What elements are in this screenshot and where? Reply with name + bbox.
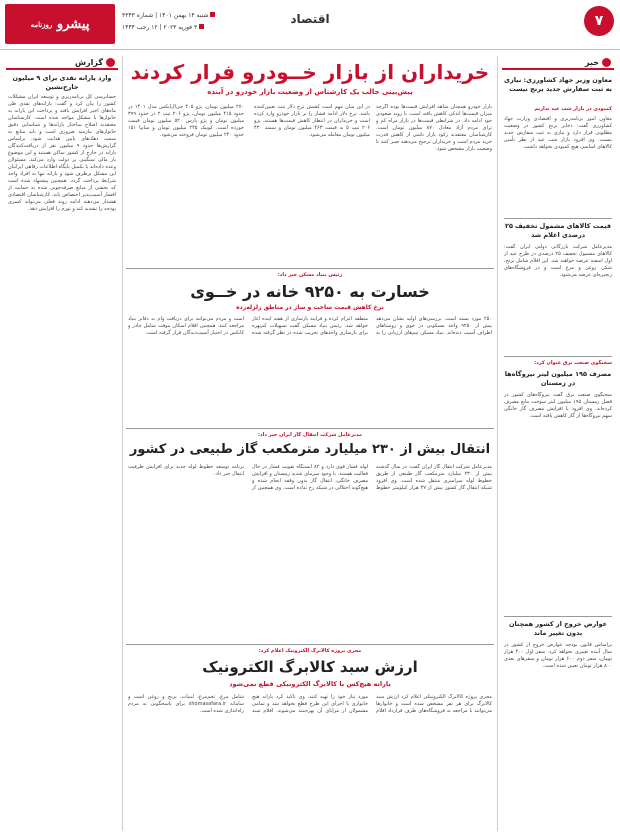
right-item3-body: سخنگوی صنعت برق گفت نیروگاه‌های کشور در فصل زمستان ۱۹۵ میلیون لیتر سوخت مایع مصرف کرده‌اند. وی افزود با افزایش مصرف گاز خانگی سهم نیروگاه‌ها از گاز کاهش یافته است. xyxy=(504,392,612,419)
electronics-byline: مجری پروژه کالابرگ الکترونیک اعلام کرد: xyxy=(258,648,362,654)
date-line-1: شنبه ۱۴ بهمن ۱۴۰۱ | شماره ۳۳۴۳ xyxy=(122,12,215,19)
section-title: اقتصاد xyxy=(290,12,330,26)
report-column-label: گزارش xyxy=(6,56,118,70)
housing-subheadline: نرخ کاهش قیمت ساخت و ساز در مناطق زلزله‌زده xyxy=(236,304,384,311)
right-item3-byline: سخنگوی صنعت برق عنوان کرد: xyxy=(534,360,612,366)
left-body: حسابرسی کل برنامه‌ریزی و توسعه ایران مشکلات کشور را بیان کرد و گفت: یارانه‌های نقدی طی ماه‌های اخیر افزایش یافته و پرداخت این یارانه به خانوارها با مشکل مواجه شده است. کارشناسان معتقدند اصلاح ساختار یارانه‌ها و شناسایی دقیق خانوارهای نیازمند ضروری است و باید منابع به سمت دهک‌های پایین هدایت شود. براساس گزارش‌ها حدود ۹ میلیون نفر از دریافت‌کنندگان یارانه در خارج از کشور ساکن هستند و این موضوع بار مالی سنگینی بر دولت وارد می‌کند. مسئولان وعده داده‌اند با تکمیل پایگاه اطلاعات رفاهی ایرانیان این مشکل برطرف شود و یارانه تنها به افراد واجد شرایط پرداخت گردد. همچنین پیشنهاد شده است که بخشی از منابع صرفه‌جویی شده به حمایت از اقشار آسیب‌پذیر اختصاص یابد. کارشناسان اقتصادی هشدار می‌دهند ادامه روند فعلی می‌تواند کسری بودجه را تشدید کند و تورم را افزایش دهد. xyxy=(8,94,116,212)
right-item3-title: مصرف ۱۹۵ میلیون لیتر نیروگاه‌ها در زمستان xyxy=(504,370,612,387)
right-item2-title: قیمت کالاهای مشمول تخفیف ۲۵ درصدی اعلام شد xyxy=(504,222,611,239)
right-item1-body: معاون امور برنامه‌ریزی و اقتصادی وزارت جهاد کشاورزی گفت: ذخایر برنج کشور در وضعیت مطلوبی قرار دارد و نیازی به ثبت سفارش جدید نیست. وی افزود بازار شب عید از نظر تأمین کالاهای اساسی هیچ کمبودی نخواهد داشت. xyxy=(504,116,612,150)
electronics-body: مجری پروژه کالابرگ الکترونیکی اعلام کرد ارزش سبد کالابرگ برای هر نفر مشخص شده است و خانوارها می‌توانند با مراجعه به فروشگاه‌های طرف قرارداد اقلام مورد نیاز خود را تهیه کنند. وی تأکید کرد یارانه هیچ خانواری با اجرای این طرح قطع نخواهد شد و تمامی مشمولان از مزایای آن بهره‌مند می‌شوند. اقلام سبد شامل مرغ، تخم‌مرغ، لبنیات، برنج و روغن است و سامانه shomasafara.ir برای پاسخگویی به مردم راه‌اندازی شده است. xyxy=(128,694,492,714)
newspaper-logo[interactable] xyxy=(5,4,115,44)
report-icon xyxy=(106,58,115,67)
logo-text: پیشرو xyxy=(56,16,90,32)
masthead xyxy=(0,0,620,50)
left-headline: وارد یارانه نقدی برای ۹ میلیون خارج‌نشین xyxy=(12,74,112,91)
logo-sub: روزنامه xyxy=(30,19,53,29)
housing-byline: رئیس بنیاد مسکن خبر داد: xyxy=(277,272,343,278)
news-column-label: خبر xyxy=(502,56,614,70)
electronics-subheadline: یارانه هیچ‌کس با کالابرگ الکترونیکی قطع نمی‌شود xyxy=(229,680,391,688)
gas-body: مدیرعامل شرکت انتقال گاز ایران گفت: در سال گذشته بیش از ۲۳۰ میلیارد مترمکعب گاز طبیعی از طریق خطوط لوله سراسری منتقل شده است. وی افزود شبکه انتقال گاز کشور بیش از ۳۷ هزار کیلومتر خطوط لوله فشار قوی دارد و ۸۲ ایستگاه تقویت فشار در حال فعالیت هستند. با وجود سرمای شدید زمستان و افزایش مصرف خانگی، انتقال گاز بدون وقفه انجام شده و هیچ‌گونه اختلالی در شبکه رخ نداده است. وی همچنین از برنامه توسعه خطوط لوله جدید برای افزایش ظرفیت انتقال خبر داد. xyxy=(128,464,492,491)
main-body-2: در این میان مهم است کشش نرخ دلار ثبت تعیین‌کننده باشد. نرخ دلار ادامه فشار را بر بازار خودرو وارد کرده است و خریداران در انتظار کاهش قیمت‌ها هستند. پژو ۲۰۶ تیپ ۵ به قیمت ۴۶۳ میلیون تومان و سمند ۴۳۰ میلیون تومان معامله می‌شود. xyxy=(254,104,370,138)
right-item1-title: معاون وزیر جهاد کشاورزی: نیازی به ثبت سفارش جدید برنج نیست xyxy=(504,76,612,93)
main-subheadline: پیش‌بینی جالب یک کارشناس از وضعیت بازار خودرو در آینده xyxy=(207,88,413,96)
right-item1-sub: کمبودی در بازار شب عید نداریم xyxy=(534,106,612,112)
housing-body: ۲۵۰ مورد بسته است. بررسی‌های اولیه نشان می‌دهد بیش از ۹۲۵۰ واحد مسکونی در خوی و روستاهای اطراف آسیب دیده‌اند. بنیاد مسکن تیم‌های ارزیابی را به منطقه اعزام کرده و فرآیند بازسازی از هفته آینده آغاز خواهد شد. رئیس بنیاد مسکن گفت تسهیلات کم‌بهره برای بازسازی واحدهای تخریب شده در نظر گرفته شده است و مردم می‌توانند برای دریافت وام به دفاتر بنیاد مراجعه کنند. همچنین اقلام اسکان موقت شامل چادر و کانکس در اختیار آسیب‌دیدگان قرار گرفته است. xyxy=(128,316,492,336)
page-number-badge: ۷ xyxy=(584,6,614,36)
date-line-2: ۳ فوریه ۲۰۲۳ | ۱۲ رجب ۱۴۴۴ xyxy=(122,24,204,31)
main-body-1: بازار خودرو همچنان شاهد افزایش قیمت‌ها بوده اگرچه میزان قیمت‌ها اندکی کاهش یافته است. با روند صعودی خود ادامه داد. در شرایطی قیمت‌ها در بازار مراه کم و برای مردم آزاد معادل ۸۷۰ میلیون تومان است. کارشناسان معتقدند رکود بازار ناشی از کاهش قدرت خرید مردم است و خریداران ترجیح می‌دهند صبر کنند تا وضعیت بازار مشخص شود. xyxy=(376,104,492,152)
main-body-3: ۲۷۰ میلیون تومان، پژو ۴۰۵ جی‌ال‌ایکس مدل ۱۴۰۱ در حدود ۴۱۵ میلیون تومان، پژو ۲۰۶ تیپ ۲ در حدود ۳۹۹ میلیون تومان و پژو پارس ۵۲۰ میلیون تومان قیمت خورده است. کوییک ۲۴۵ میلیون تومان و سایپا ۱۵۱ حدود ۲۴۰ میلیون تومان فروخته می‌شود. xyxy=(128,104,244,138)
right-item4-title: عوارض خروج از کشور همچنان بدون تغییر ماند xyxy=(508,620,608,637)
housing-headline: خسارت به ۹۲۵۰ خانه در خــوی xyxy=(190,282,430,301)
right-item2-body: مدیرعامل شرکت بازرگانی دولتی ایران گفت: کالاهای مشمول تخفیف ۲۵ درصدی در طرح عید از اول اسفند عرضه خواهند شد. این اقلام شامل برنج، شکر، روغن و مرغ است و در فروشگاه‌های زنجیره‌ای عرضه می‌شود. xyxy=(504,244,612,278)
gas-headline: انتقال بیش از ۲۳۰ میلیارد مترمکعب گاز طبیعی در کشور xyxy=(129,442,491,457)
gas-byline: مدیرعامل شرکت انتقال گاز ایران خبر داد: xyxy=(258,432,362,438)
right-item4-body: براساس قانون بودجه عوارض خروج از کشور در سال آینده تغییری نخواهد کرد. سفر اول ۴۰۰ هزار تومان، سفر دوم ۶۰۰ هزار تومان و سفرهای بعدی ۸۰۰ هزار تومان تعیین شده است. xyxy=(504,642,612,669)
main-headline: خریداران از بازار خــودرو فرار کردند xyxy=(130,60,490,84)
electronics-headline: ارزش سبد کالابرگ الکترونیک xyxy=(202,658,418,676)
news-icon xyxy=(602,58,611,67)
